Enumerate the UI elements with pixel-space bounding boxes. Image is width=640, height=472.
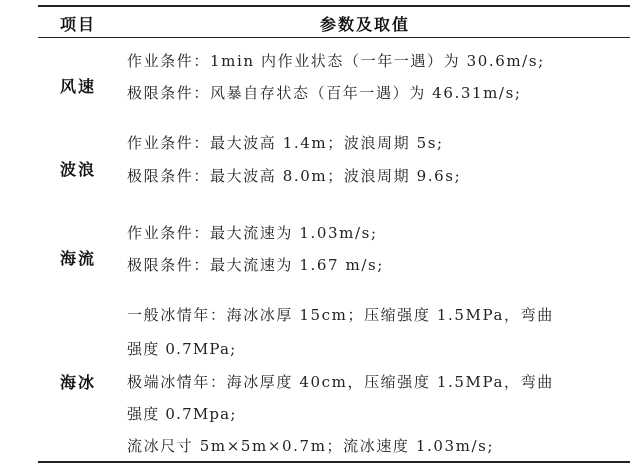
wave-extreme-condition: 极限条件：最大波高 8.0m；波浪周期 9.6s; <box>127 167 462 185</box>
row-item-sea-ice: 海冰 <box>60 373 97 392</box>
wind-extreme-condition: 极限条件：风暴自存状态（百年一遇）为 46.31m/s; <box>127 84 522 102</box>
row-item-waves: 波浪 <box>60 160 97 179</box>
header-item: 项目 <box>60 15 97 34</box>
ice-normal-year-line2: 强度 0.7MPa; <box>127 340 237 358</box>
ice-floe-size-speed: 流冰尺寸 5m×5m×0.7m；流冰速度 1.03m/s; <box>127 437 495 455</box>
parameters-table <box>38 5 630 463</box>
table-top-rule <box>38 5 630 7</box>
table-header-rule <box>38 37 630 38</box>
current-operating-condition: 作业条件：最大流速为 1.03m/s; <box>127 224 378 242</box>
ice-extreme-year-line1: 极端冰情年：海冰厚度 40cm，压缩强度 1.5MPa，弯曲 <box>127 373 554 391</box>
wind-operating-condition: 作业条件：1min 内作业状态（一年一遇）为 30.6m/s; <box>127 52 545 70</box>
row-item-wind-speed: 风速 <box>60 77 97 96</box>
wave-operating-condition: 作业条件：最大波高 1.4m；波浪周期 5s; <box>127 134 444 152</box>
ice-normal-year-line1: 一般冰情年：海冰冰厚 15cm；压缩强度 1.5MPa，弯曲 <box>127 306 554 324</box>
current-extreme-condition: 极限条件：最大流速为 1.67 m/s; <box>127 256 384 274</box>
row-item-current: 海流 <box>60 249 97 268</box>
table-bottom-rule <box>38 461 630 463</box>
header-parameters: 参数及取值 <box>320 15 411 34</box>
ice-extreme-year-line2: 强度 0.7Mpa; <box>127 405 237 423</box>
